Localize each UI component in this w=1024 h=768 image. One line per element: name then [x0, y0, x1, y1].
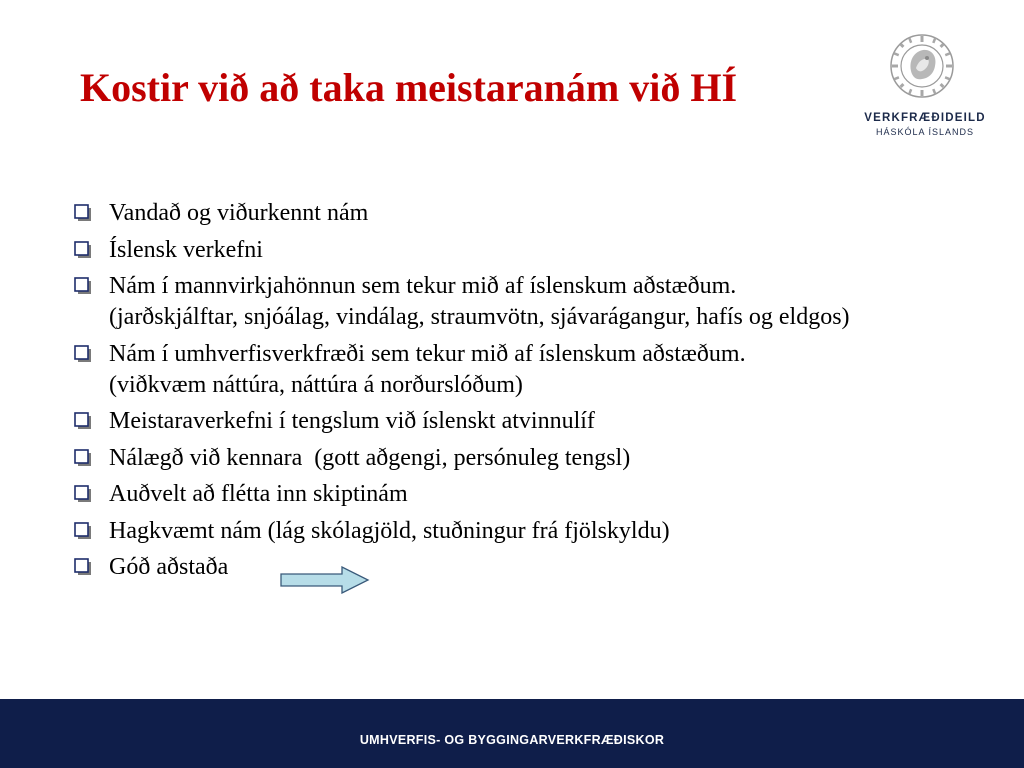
list-item — [72, 552, 1012, 583]
bullet-text: Meistaraverkefni í tengslum við íslenskt atvinnulíf — [109, 408, 595, 434]
checkbox-bullet-icon — [74, 204, 92, 222]
university-name: HÁSKÓLA ÍSLANDS — [875, 127, 975, 137]
bullet-text: Nálægð við kennara (gott aðgengi, persónuleg tengsl) — [109, 444, 631, 471]
list-item — [72, 198, 1012, 229]
bullet-text: Hagkvæmt nám (lág skólagjöld, stuðningur frá fjölskyldu) — [109, 517, 670, 544]
footer-text: UMHVERFIS- OG BYGGINGARVERKFRÆÐISKOR — [359, 733, 665, 747]
bullet-text: Nám í umhverfisverkfræði sem tekur mið af íslenskum aðstæðum. — [109, 340, 746, 367]
checkbox-bullet-icon — [74, 485, 92, 503]
list-item — [72, 235, 1012, 266]
list-item — [72, 339, 1012, 401]
list-item — [72, 443, 1012, 474]
list-item — [72, 406, 1012, 437]
bullet-subtext: (viðkvæm náttúra, náttúra á norðurslóðum) — [109, 371, 523, 398]
right-arrow-icon — [280, 566, 370, 599]
bullet-text: Nám í mannvirkjahönnun sem tekur mið af íslenskum aðstæðum. — [109, 273, 737, 299]
list-item — [72, 516, 1012, 547]
footer-bar — [0, 699, 1024, 768]
checkbox-bullet-icon — [74, 345, 92, 363]
university-logo — [858, 34, 998, 144]
bullet-subtext: (jarðskjálftar, snjóálag, vindálag, straumvötn, sjávarágangur, hafís og eldgos) — [109, 304, 850, 330]
checkbox-bullet-icon — [74, 449, 92, 467]
list-item — [72, 271, 1012, 333]
bullet-text: Íslensk verkefni — [109, 236, 263, 263]
university-seal-icon — [890, 34, 954, 98]
slide-title: Kostir við að taka meistaranám við HÍ — [80, 65, 738, 110]
checkbox-bullet-icon — [74, 522, 92, 540]
bullet-text: Vandað og viðurkennt nám — [109, 200, 369, 226]
checkbox-bullet-icon — [74, 558, 92, 576]
department-name: VERKFRÆÐIDEILD — [864, 112, 986, 124]
list-item — [72, 479, 1012, 510]
bullet-list — [72, 198, 1012, 589]
checkbox-bullet-icon — [74, 277, 92, 295]
checkbox-bullet-icon — [74, 412, 92, 430]
checkbox-bullet-icon — [74, 241, 92, 259]
bullet-text: Góð aðstaða — [109, 554, 229, 580]
bullet-text: Auðvelt að flétta inn skiptinám — [109, 481, 408, 507]
